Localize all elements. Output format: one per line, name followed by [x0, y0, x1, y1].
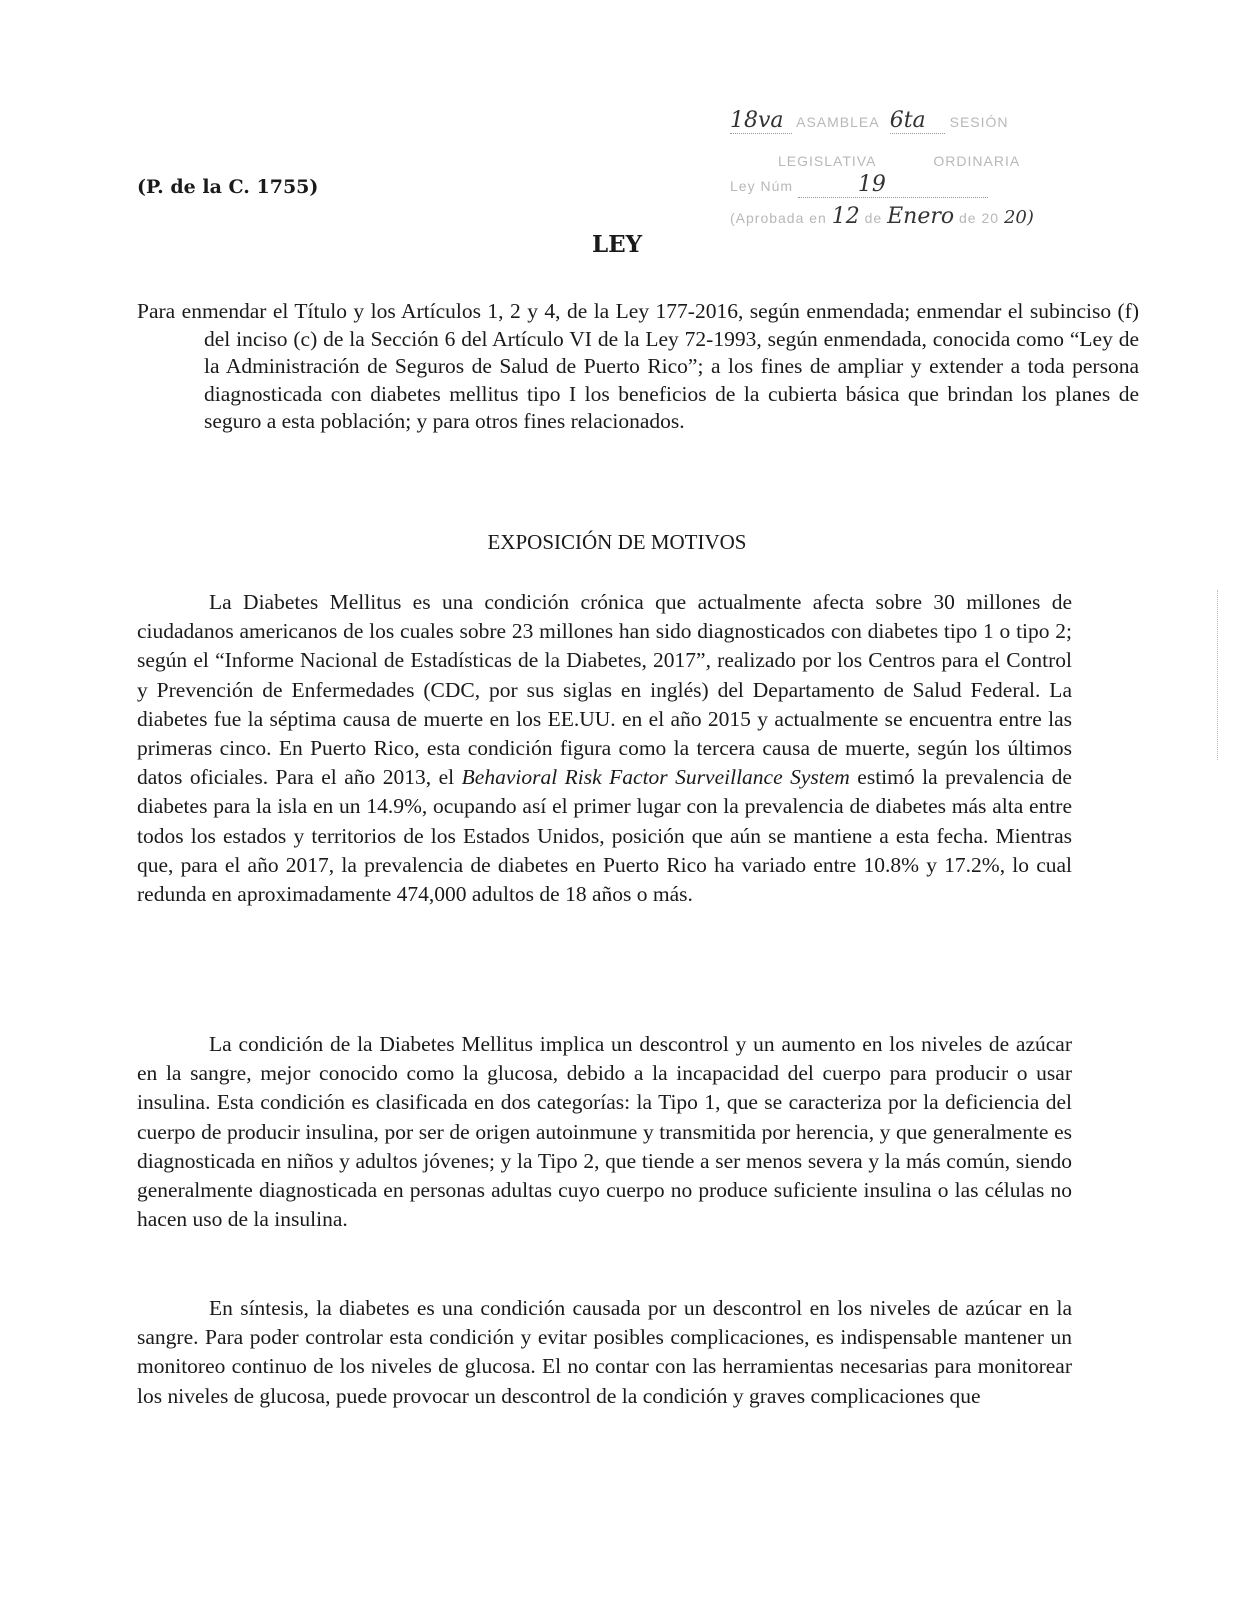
law-summary: Para enmendar el Título y los Artículos 1, 2 y 4, de la Ley 177-2016, según enmendada; enmendar el subinciso (f) del inciso (c) de la Sección 6 del Artículo VI de la Ley 72-1993, según enmendada, conocida como “Ley de la Administración de Seguros de Salud de Puerto Rico”; a los fines de ampliar y extender a toda persona diagnosticada con diabetes mellitus tipo I los beneficios de la cubierta básica que brindan los planes de seguro a esta población; y para otros fines relacionados.	[137, 299, 1139, 434]
law-number-label: Ley Núm	[730, 178, 794, 194]
bill-number: (P. de la C. 1755)	[137, 176, 319, 198]
paragraph-3	[137, 1294, 1072, 1411]
assembly-label: ASAMBLEA	[796, 114, 879, 130]
session-ordinal: 6ta	[890, 108, 945, 134]
document-title: LEY	[591, 231, 643, 258]
paragraph-1-italic-source: Behavioral Risk Factor Surveillance System	[461, 765, 850, 790]
paragraph-3-text: En síntesis, la diabetes es una condición causada por un descontrol en los niveles de azúcar en la sangre. Para poder controlar esta condición y evitar posibles complicaciones, es indispensable mantener un monitoreo continuo de los niveles de glucosa. El no contar con las herramientas necesarias para monitorear los niveles de glucosa, puede provocar un descontrol de la condición y graves complicaciones que	[137, 1296, 1072, 1408]
paragraph-1-text-a: La Diabetes Mellitus es una condición crónica que actualmente afecta sobre 30 millones de ciudadanos americanos de los cuales sobre 23 millones han sido diagnosticados con diabetes tipo 1 o tipo 2; según el “Informe Nacional de Estadísticas de la Diabetes, 2017”, realizado por los Centros para el Control y Prevención de Enfermedades (CDC, por sus siglas en inglés) del Departamento de Salud Federal. La diabetes fue la séptima causa de muerte en los EE.UU. en el año 2015 y actualmente se encuentra entre las primeras cinco. En Puerto Rico, esta condición figura como la tercera causa de muerte, según los últimos datos oficiales. Para el año 2013, el	[137, 590, 1072, 790]
assembly-ordinal: 18va	[730, 108, 792, 134]
approved-label: (Aprobada en	[730, 210, 827, 226]
approved-de: de	[864, 210, 883, 226]
paragraph-2	[137, 1030, 1072, 1234]
paragraph-1	[137, 588, 1072, 909]
scan-margin-artifact	[1217, 590, 1218, 760]
ordinary-label: ORDINARIA	[933, 153, 1021, 169]
approved-day: 12	[831, 204, 860, 229]
approved-year-prefix: de 20	[959, 210, 1000, 226]
paragraph-2-text: La condición de la Diabetes Mellitus implica un descontrol y un aumento en los niveles de azúcar en la sangre, mejor conocido como la glucosa, debido a la incapacidad del cuerpo para producir o usar insulina. Esta condición es clasificada en dos categorías: la Tipo 1, que se caracteriza por la deficiencia del cuerpo de producir insulina, por ser de origen autoinmune y transmitida por herencia, y que generalmente es diagnosticada en niños y adultos jóvenes; y la Tipo 2, que tiende a ser menos severa y la más común, siendo generalmente diagnosticada en personas adultas cuyo cuerpo no produce suficiente insulina o las células no hacen uso de la insulina.	[137, 1032, 1072, 1232]
section-heading: EXPOSICIÓN DE MOTIVOS	[487, 530, 747, 554]
approval-stamp	[730, 108, 1050, 233]
law-number: 19	[798, 172, 988, 198]
paragraph-1-text-b: estimó la prevalencia de diabetes para la isla en un 14.9%, ocupando así el primer lugar con la prevalencia de diabetes más alta entre todos los estados y territorios de los Estados Unidos, posición que aún se mantiene a esta fecha. Mientras que, para el año 2017, la prevalencia de diabetes en Puerto Rico ha variado entre 10.8% y 17.2%, lo cual redunda en aproximadamente 474,000 adultos de 18 años o más.	[137, 765, 1072, 907]
approved-month: Enero	[887, 204, 955, 229]
legislative-label: LEGISLATIVA	[778, 153, 876, 169]
approved-year: 20)	[1003, 207, 1034, 228]
session-label: SESIÓN	[949, 114, 1009, 130]
